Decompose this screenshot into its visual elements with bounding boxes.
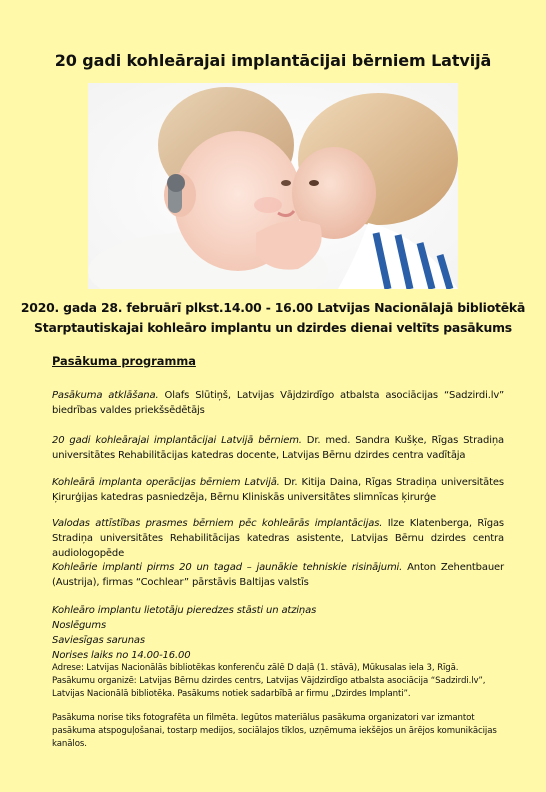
- photo-illustration: [88, 83, 458, 289]
- closing-list: [52, 603, 504, 663]
- event-description: Starptautiskajai kohleāro implantu un dzirdes dienai veltīts pasākums: [34, 320, 512, 335]
- item-speaker: Olafs Slūtiņš, Latvijas Vājdzirdīgo atbalsta asociācijas “Sadzirdi.lv” biedrības valdes priekšsēdētājs: [52, 390, 504, 416]
- item-topic: 20 gadi kohleārajai implantācijai Latvijā bērniem.: [52, 435, 302, 446]
- organizers: Pasākumu organizē: Latvijas Bērnu dzirdes centrs, Latvijas Vājdzirdīgo atbalsta asociācija “Sadzirdi.lv”, Latvijas Nacionālā bibliotēka. Pasākums notiek sadarbībā ar firmu „Dzirdes Implanti”.: [52, 676, 486, 699]
- program-heading: Pasākuma programma: [52, 354, 196, 368]
- address: Adrese: Latvijas Nacionālās bibliotēkas konferenču zālē D daļā (1. stāvā), Mūkusalas iela 3, Rīgā.: [52, 663, 459, 673]
- program-item: [52, 560, 504, 590]
- program-item: [52, 475, 504, 505]
- closing-item: Norises laiks no 14.00-16.00: [52, 650, 191, 661]
- item-topic: Pasākuma atklāšana.: [52, 390, 159, 401]
- program-item: [52, 388, 504, 418]
- media-notice: Pasākuma norise tiks fotografēta un filmēta. Iegūtos materiālus pasākuma organizatori var izmantot pasākuma atspoguļošanai, tostarp medijos, sociālajos tīklos, uzņēmuma iekšējos un ārējos komunikācijas kanālos.: [52, 713, 497, 749]
- item-speaker: Anton Zehentbauer (Austrija), firmas “Cochlear” pārstāvis Baltijas valstīs: [52, 562, 504, 588]
- event-datetime-location: 2020. gada 28. februārī plkst.14.00 - 16.00 Latvijas Nacionālajā bibliotēkā: [20, 300, 526, 315]
- program-item: [52, 433, 504, 463]
- item-speaker: Dr. med. Sandra Kušķe, Rīgas Stradiņa universitātes Rehabilitācijas katedras docente, Latvijas Bērnu dzirdes centra vadītāja: [52, 435, 505, 461]
- item-speaker: Dr. Kitija Daina, Rīgas Stradiņa universitātes Ķirurģijas katedras pasniedzēja, Bērnu Kliniskās universitātes slimnīcas ķirurģe: [52, 477, 504, 503]
- page-title: 20 gadi kohleārajai implantācijai bērniem Latvijā: [54, 51, 492, 70]
- closing-item: Noslēgums: [52, 620, 107, 631]
- item-topic: Kohleārā implanta operācijas bērniem Latvijā.: [52, 477, 280, 488]
- item-speaker: Ilze Klatenberga, Rīgas Stradiņa universitātes Rehabilitācijas katedras asistente, Latvijas Bērnu dzirdes centra audiologopēde: [52, 518, 504, 559]
- item-topic: Kohleārie implanti pirms 20 un tagad – jaunākie tehniskie risinājumi.: [52, 562, 403, 573]
- children-photo: [88, 83, 458, 289]
- closing-item: Kohleāro implantu lietotāju pieredzes stāsti un atziņas: [52, 605, 317, 616]
- program-item: [52, 516, 504, 561]
- item-topic: Valodas attīstības prasmes bērniem pēc kohleārās implantācijas.: [52, 518, 383, 529]
- closing-item: Saviesīgas sarunas: [52, 635, 145, 646]
